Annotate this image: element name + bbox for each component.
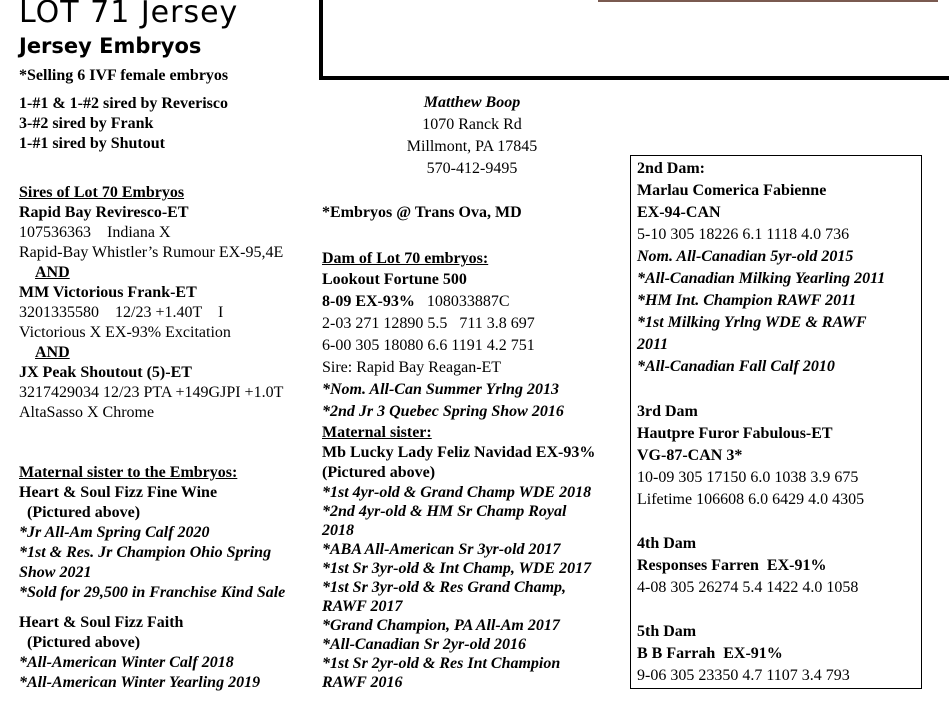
third-dam-section: [637, 401, 864, 511]
sire-name: Rapid Bay Reviresco-ET: [19, 204, 189, 221]
dam-class: 8-09 EX-93%: [322, 293, 415, 310]
dam-note: *All-Canadian Milking Yearling 2011: [637, 270, 886, 287]
maternal-heading: Maternal sister to the Embryos:: [19, 464, 238, 481]
dam-note: Nom. All-Canadian 5yr-old 2015: [637, 248, 854, 265]
and-divider: AND: [35, 264, 70, 281]
dam-note: *1st Milking Yrlng WDE & RAWF: [637, 314, 867, 331]
dam-name: Responses Farren EX-91%: [637, 557, 827, 574]
dam-heading: 2nd Dam:: [637, 160, 706, 177]
sire-name: MM Victorious Frank-ET: [19, 284, 197, 301]
sister-pictured: (Pictured above): [27, 504, 141, 521]
sister-name: Heart & Soul Fizz Faith: [19, 614, 184, 631]
consignor-name: Matthew Boop: [423, 94, 521, 111]
and-divider: AND: [35, 344, 70, 361]
maternal-sister-note: 2018: [322, 522, 354, 539]
lot-title: LOT 71 Jersey: [19, 0, 239, 30]
consignor-phone: 570-412-9495: [426, 160, 518, 177]
maternal-sister-note: RAWF 2017: [322, 598, 403, 615]
dam-section: [322, 249, 564, 423]
dam-maternal-sister-section: [322, 423, 595, 692]
sired-line: 1-#1 & 1-#2 sired by Reverisco: [19, 95, 228, 112]
maternal-sister-note: *ABA All-American Sr 3yr-old 2017: [322, 541, 561, 558]
dam-heading: Dam of Lot 70 embryos:: [322, 250, 489, 267]
dam-class: EX-94-CAN: [637, 204, 721, 221]
dam-note: *HM Int. Champion RAWF 2011: [637, 292, 857, 309]
subtitle: Jersey Embryos: [19, 34, 202, 58]
dam-heading: 4th Dam: [637, 535, 697, 552]
dam-heading: 5th Dam: [637, 623, 697, 640]
sire-detail: 107536363 Indiana X: [19, 224, 171, 241]
maternal-sister-note: *1st 4yr-old & Grand Champ WDE 2018: [322, 484, 592, 501]
maternal-sister-note: *All-Canadian Sr 2yr-old 2016: [322, 636, 527, 653]
dam-note: 2011: [637, 336, 669, 353]
dam-class-line: [322, 291, 564, 313]
maternal-sister-pictured: (Pictured above): [322, 464, 436, 481]
sired-line: 1-#1 sired by Shutout: [19, 135, 165, 152]
sister-note: *Sold for 29,500 in Franchise Kind Sale: [19, 584, 286, 601]
sire-detail: AltaSasso X Chrome: [19, 404, 155, 421]
photo-edge-strip: [598, 0, 938, 2]
sister-note: *All-American Winter Yearling 2019: [19, 674, 261, 691]
dam-record: Lifetime 106608 6.0 6429 4.0 4305: [637, 491, 865, 508]
sister-note: *1st & Res. Jr Champion Ohio Spring: [19, 544, 272, 561]
dam-honor: *Nom. All-Can Summer Yrlng 2013: [322, 381, 559, 398]
sired-list: [19, 94, 228, 154]
sister-note: *All-American Winter Calf 2018: [19, 654, 234, 671]
spacer: [19, 603, 285, 613]
dam-honor: *2nd Jr 3 Quebec Spring Show 2016: [322, 403, 564, 420]
selling-note: *Selling 6 IVF female embryos: [19, 67, 229, 84]
sires-heading: Sires of Lot 70 Embryos: [19, 184, 185, 201]
sire-detail: 3217429034 12/23 PTA +149GJPI +1.0T: [19, 384, 284, 401]
dam-record: 4-08 305 26274 5.4 1422 4.0 1058: [637, 579, 859, 596]
dam-name: B B Farrah EX-91%: [637, 645, 783, 662]
second-dam-section: [637, 158, 885, 378]
sire-detail: Rapid-Bay Whistler’s Rumour EX-95,4E: [19, 244, 284, 261]
sire-detail: 3201335580 12/23 +1.40T I: [19, 304, 224, 321]
dam-sire: Sire: Rapid Bay Reagan-ET: [322, 359, 502, 376]
maternal-sister-note: *1st Sr 3yr-old & Res Grand Champ,: [322, 579, 567, 596]
sister-pictured: (Pictured above): [27, 634, 141, 651]
sister-name: Heart & Soul Fizz Fine Wine: [19, 484, 218, 501]
dam-note: *All-Canadian Fall Calf 2010: [637, 358, 835, 375]
dam-record: 5-10 305 18226 6.1 1118 4.0 736: [637, 226, 850, 243]
dam-record: 2-03 271 12890 5.5 711 3.8 697: [322, 315, 535, 332]
consignor-street: 1070 Ranck Rd: [422, 116, 522, 133]
dam-class: VG-87-CAN 3*: [637, 447, 743, 464]
dam-record: 10-09 305 17150 6.0 1038 3.9 675: [637, 469, 859, 486]
dam-record: 9-06 305 23350 4.7 1107 3.4 793: [637, 667, 850, 684]
consignor-city: Millmont, PA 17845: [406, 138, 538, 155]
sister-note: *Jr All-Am Spring Calf 2020: [19, 524, 210, 541]
sire-detail: Victorious X EX-93% Excitation: [19, 324, 231, 341]
maternal-sisters-section: [19, 463, 285, 693]
dam-registration: 108033887C: [426, 293, 510, 310]
sire-name: JX Peak Shoutout (5)-ET: [19, 364, 192, 381]
dam-name: Hautpre Furor Fabulous-ET: [637, 425, 833, 442]
maternal-sister-note: *2nd 4yr-old & HM Sr Champ Royal: [322, 503, 567, 520]
dam-name: Marlau Comerica Fabienne: [637, 182, 827, 199]
maternal-sister-note: *1st Sr 2yr-old & Res Int Champion: [322, 655, 561, 672]
dam-record: 6-00 305 18080 6.6 1191 4.2 751: [322, 337, 535, 354]
dam-name: Lookout Fortune 500: [322, 271, 467, 288]
maternal-sister-note: *1st Sr 3yr-old & Int Champ, WDE 2017: [322, 560, 592, 577]
fifth-dam-section: [637, 621, 850, 687]
maternal-sister-heading: Maternal sister:: [322, 424, 432, 441]
consignor-block: [392, 92, 552, 180]
dam-heading: 3rd Dam: [637, 403, 698, 420]
fourth-dam-section: [637, 533, 858, 599]
maternal-sister-name: Mb Lucky Lady Feliz Navidad EX-93%: [322, 444, 596, 461]
sired-line: 3-#2 sired by Frank: [19, 115, 154, 132]
photo-frame: [319, 0, 949, 80]
sister-note: Show 2021: [19, 564, 92, 581]
maternal-sister-note: RAWF 2016: [322, 674, 403, 691]
maternal-sister-note: *Grand Champion, PA All-Am 2017: [322, 617, 560, 634]
sires-section: [19, 183, 283, 423]
embryos-location: *Embryos @ Trans Ova, MD: [322, 204, 522, 221]
